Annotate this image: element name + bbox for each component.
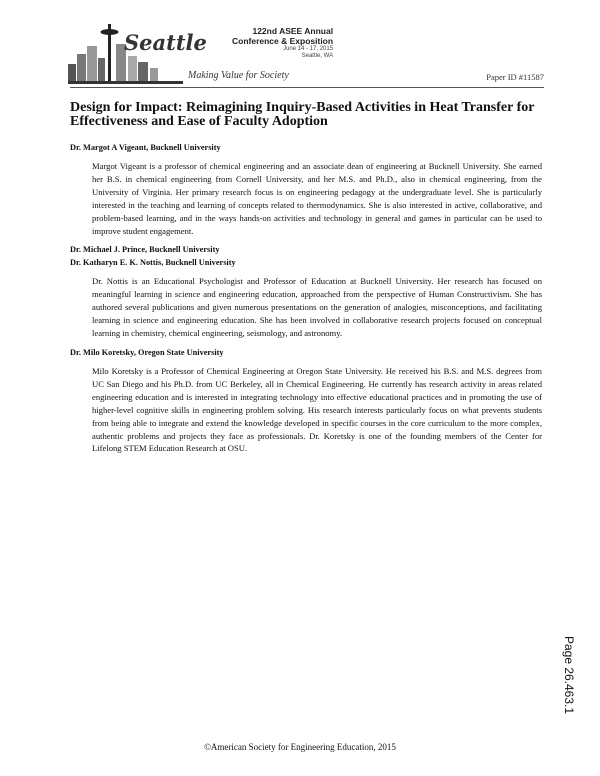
copyright-footer: ©American Society for Engineering Education, 2015 — [204, 742, 396, 752]
page-number-label: Page 26.463.1 — [562, 635, 577, 715]
author-name: Dr. Katharyn E. K. Nottis, Bucknell University — [70, 258, 236, 268]
author-name: Dr. Milo Koretsky, Oregon State University — [70, 347, 224, 357]
conference-info — [232, 26, 333, 60]
conference-tagline: Making Value for Society — [188, 70, 289, 81]
author-name: Dr. Michael J. Prince, Bucknell University — [70, 245, 220, 255]
logo-wordmark: Seattle — [124, 30, 207, 55]
paper-id: Paper ID #11587 — [486, 72, 544, 82]
conference-dates: June 14 - 17, 2015 — [283, 46, 334, 52]
author-bio: Dr. Nottis is an Educational Psychologist and Professor of Education at Bucknell University. Her research has focused on meaningful learning in science and engineering education, approached from the perspective of Human Constructivism. She has authored several publications and given numerous presentations on the generation of analogies, misconceptions, and facilitating learning in science and engineering education. She has been involved in collaborative research projects focused on conceptual learning in chemistry, chemical engineering, seismology, and astronomy. — [92, 276, 542, 339]
paper-title: Design for Impact: Reimagining Inquiry-Based Activities in Heat Transfer for Effectiveness and Ease of Faculty Adoption — [70, 100, 535, 129]
paper-body — [70, 101, 542, 461]
conference-location: Seattle, WA — [301, 53, 334, 59]
conference-subtitle: Conference & Exposition — [232, 36, 334, 46]
author-name: Dr. Margot A Vigeant, Bucknell University — [70, 143, 221, 152]
author-bio: Milo Koretsky is a Professor of Chemical Engineering at Oregon State University. He received his B.S. and M.S. degrees from UC San Diego and his Ph.D. from UC Berkeley, all in Chemical Engineering. He currently has research activity in areas related engineering education and is interested in integrating technology into effective educational practices and in promoting the use of higher-level cognitive skills in engineering problem solving. His research interests particularly focus on what prevents students from being able to integrate and extend the knowledge developed in specific courses in the core curriculum to the more complex, authentic problems and projects they face as professionals. Dr. Koretsky is one of the founding members of the Center for Lifelong STEM Education Research at OSU. — [92, 365, 542, 454]
header-divider — [70, 87, 544, 88]
author-bio: Margot Vigeant is a professor of chemical engineering and an associate dean of engineering at Bucknell University. She earned her B.S. in chemical engineering from Cornell University, and her M.S. and Ph.D., also in chemical engineering, from the University of Virginia. Her primary research focus is on engineering pedagogy at the undergraduate level. She is particularly interested in the teaching and learning of concepts related to thermodynamics. She is also interested in active, collaborative, and problem-based learning, and in the ways hands-on activities and technology in general and games in particular can be used to improve student engagement. — [92, 161, 542, 236]
conference-name: 122nd ASEE Annual — [252, 26, 334, 36]
